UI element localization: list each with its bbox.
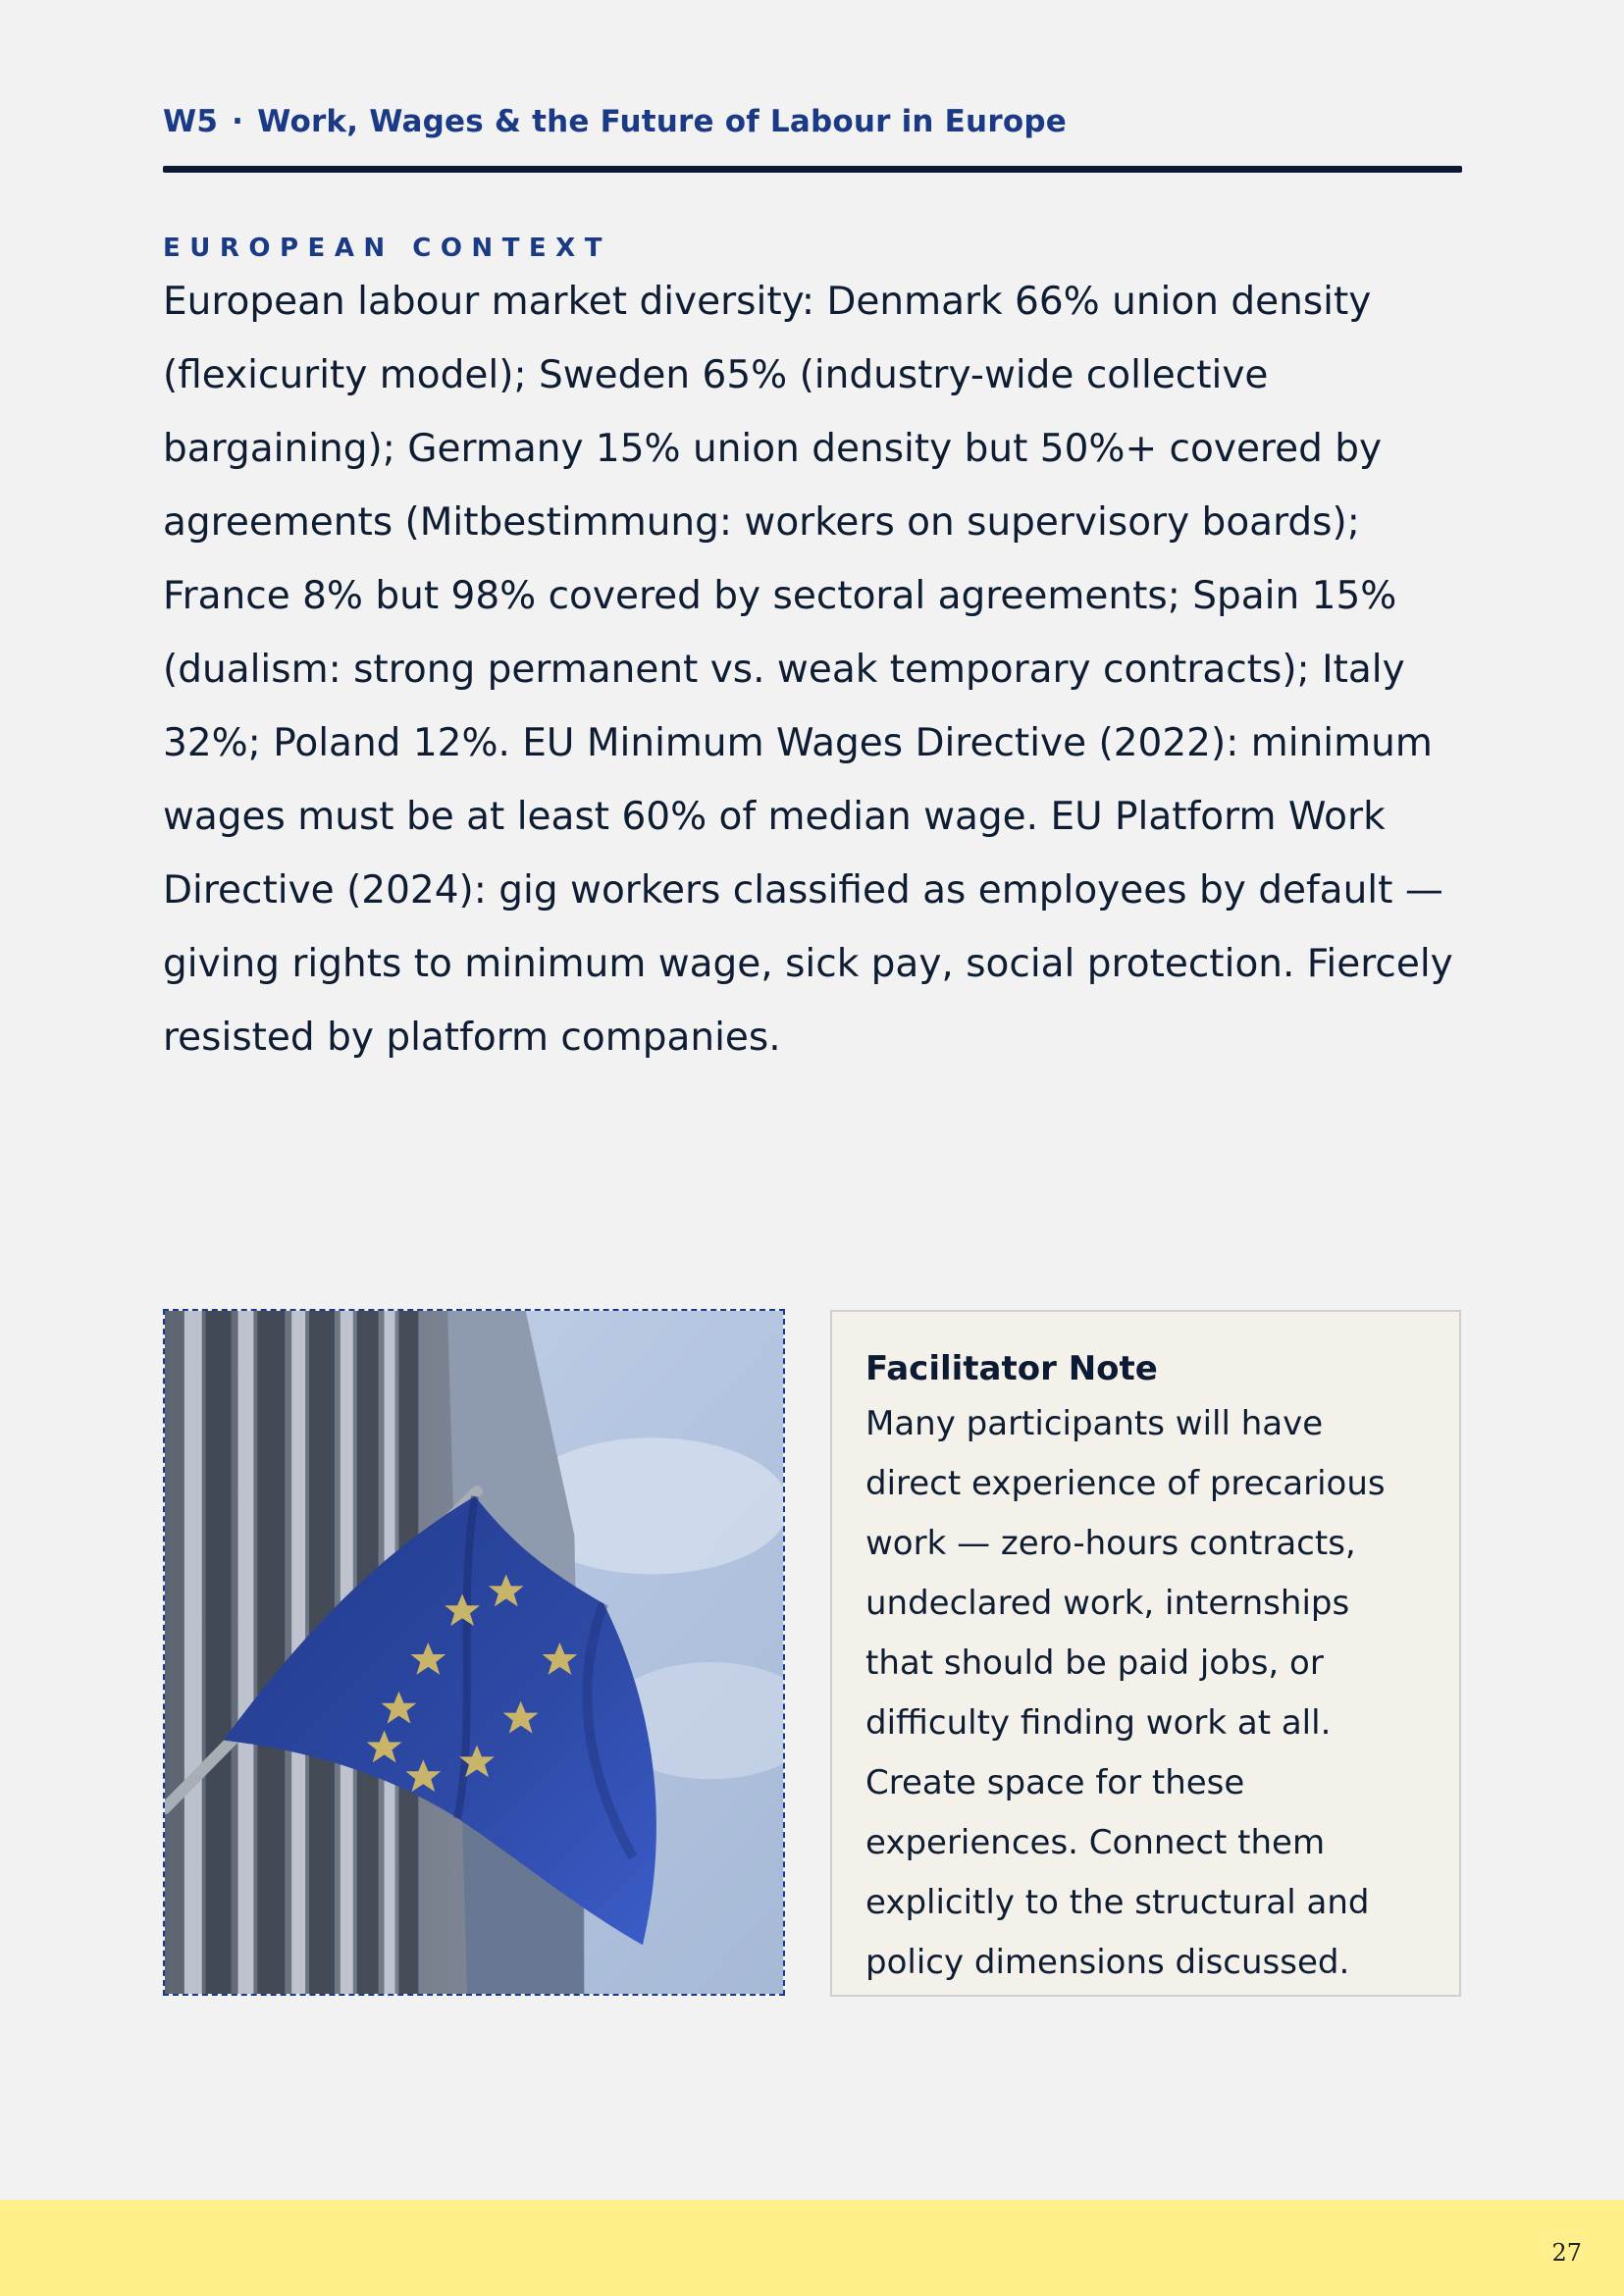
eu-flag-image	[163, 1309, 785, 1996]
footer-band	[0, 2200, 1624, 2296]
eu-flag-photo-icon	[165, 1311, 783, 1994]
note-title: Facilitator Note	[865, 1349, 1158, 1388]
header-text	[163, 104, 1067, 139]
page-number: 27	[1551, 2239, 1582, 2267]
section-label: EUROPEAN CONTEXT	[163, 234, 611, 263]
running-header	[163, 104, 1462, 139]
chapter-title: Work, Wages & the Future of Labour in Europe	[257, 104, 1067, 139]
header-rule	[163, 166, 1462, 173]
header-separator: ·	[232, 104, 244, 139]
note-body: Many participants will have direct experience of precarious work — zero-hours contracts, undeclared work, internships that should be paid jobs, or difficulty finding work at all. Create space for these experiences. Connect them explicitly to the structural and policy dimensions discussed.	[865, 1404, 1386, 1982]
facilitator-note	[830, 1310, 1461, 1997]
section-body: European labour market diversity: Denmark 66% union density (flexicurity model); Sweden 65% (industry-wide collective bargaining); Germany 15% union density but 50%+ covered by agreements (Mitbestimmung: workers on supervisory boards); France 8% but 98% covered by sectoral agreements; Spain 15% (dualism: strong permanent vs. weak temporary contracts); Italy 32%; Poland 12%. EU Minimum Wages Directive (2022): minimum wages must be at least 60% of median wage. EU Platform Work Directive (2024): gig workers classified as employees by default — giving rights to minimum wage, sick pay, social protection. Fiercely resisted by platform companies.	[163, 280, 1453, 1060]
chapter-code: W5	[163, 104, 219, 139]
